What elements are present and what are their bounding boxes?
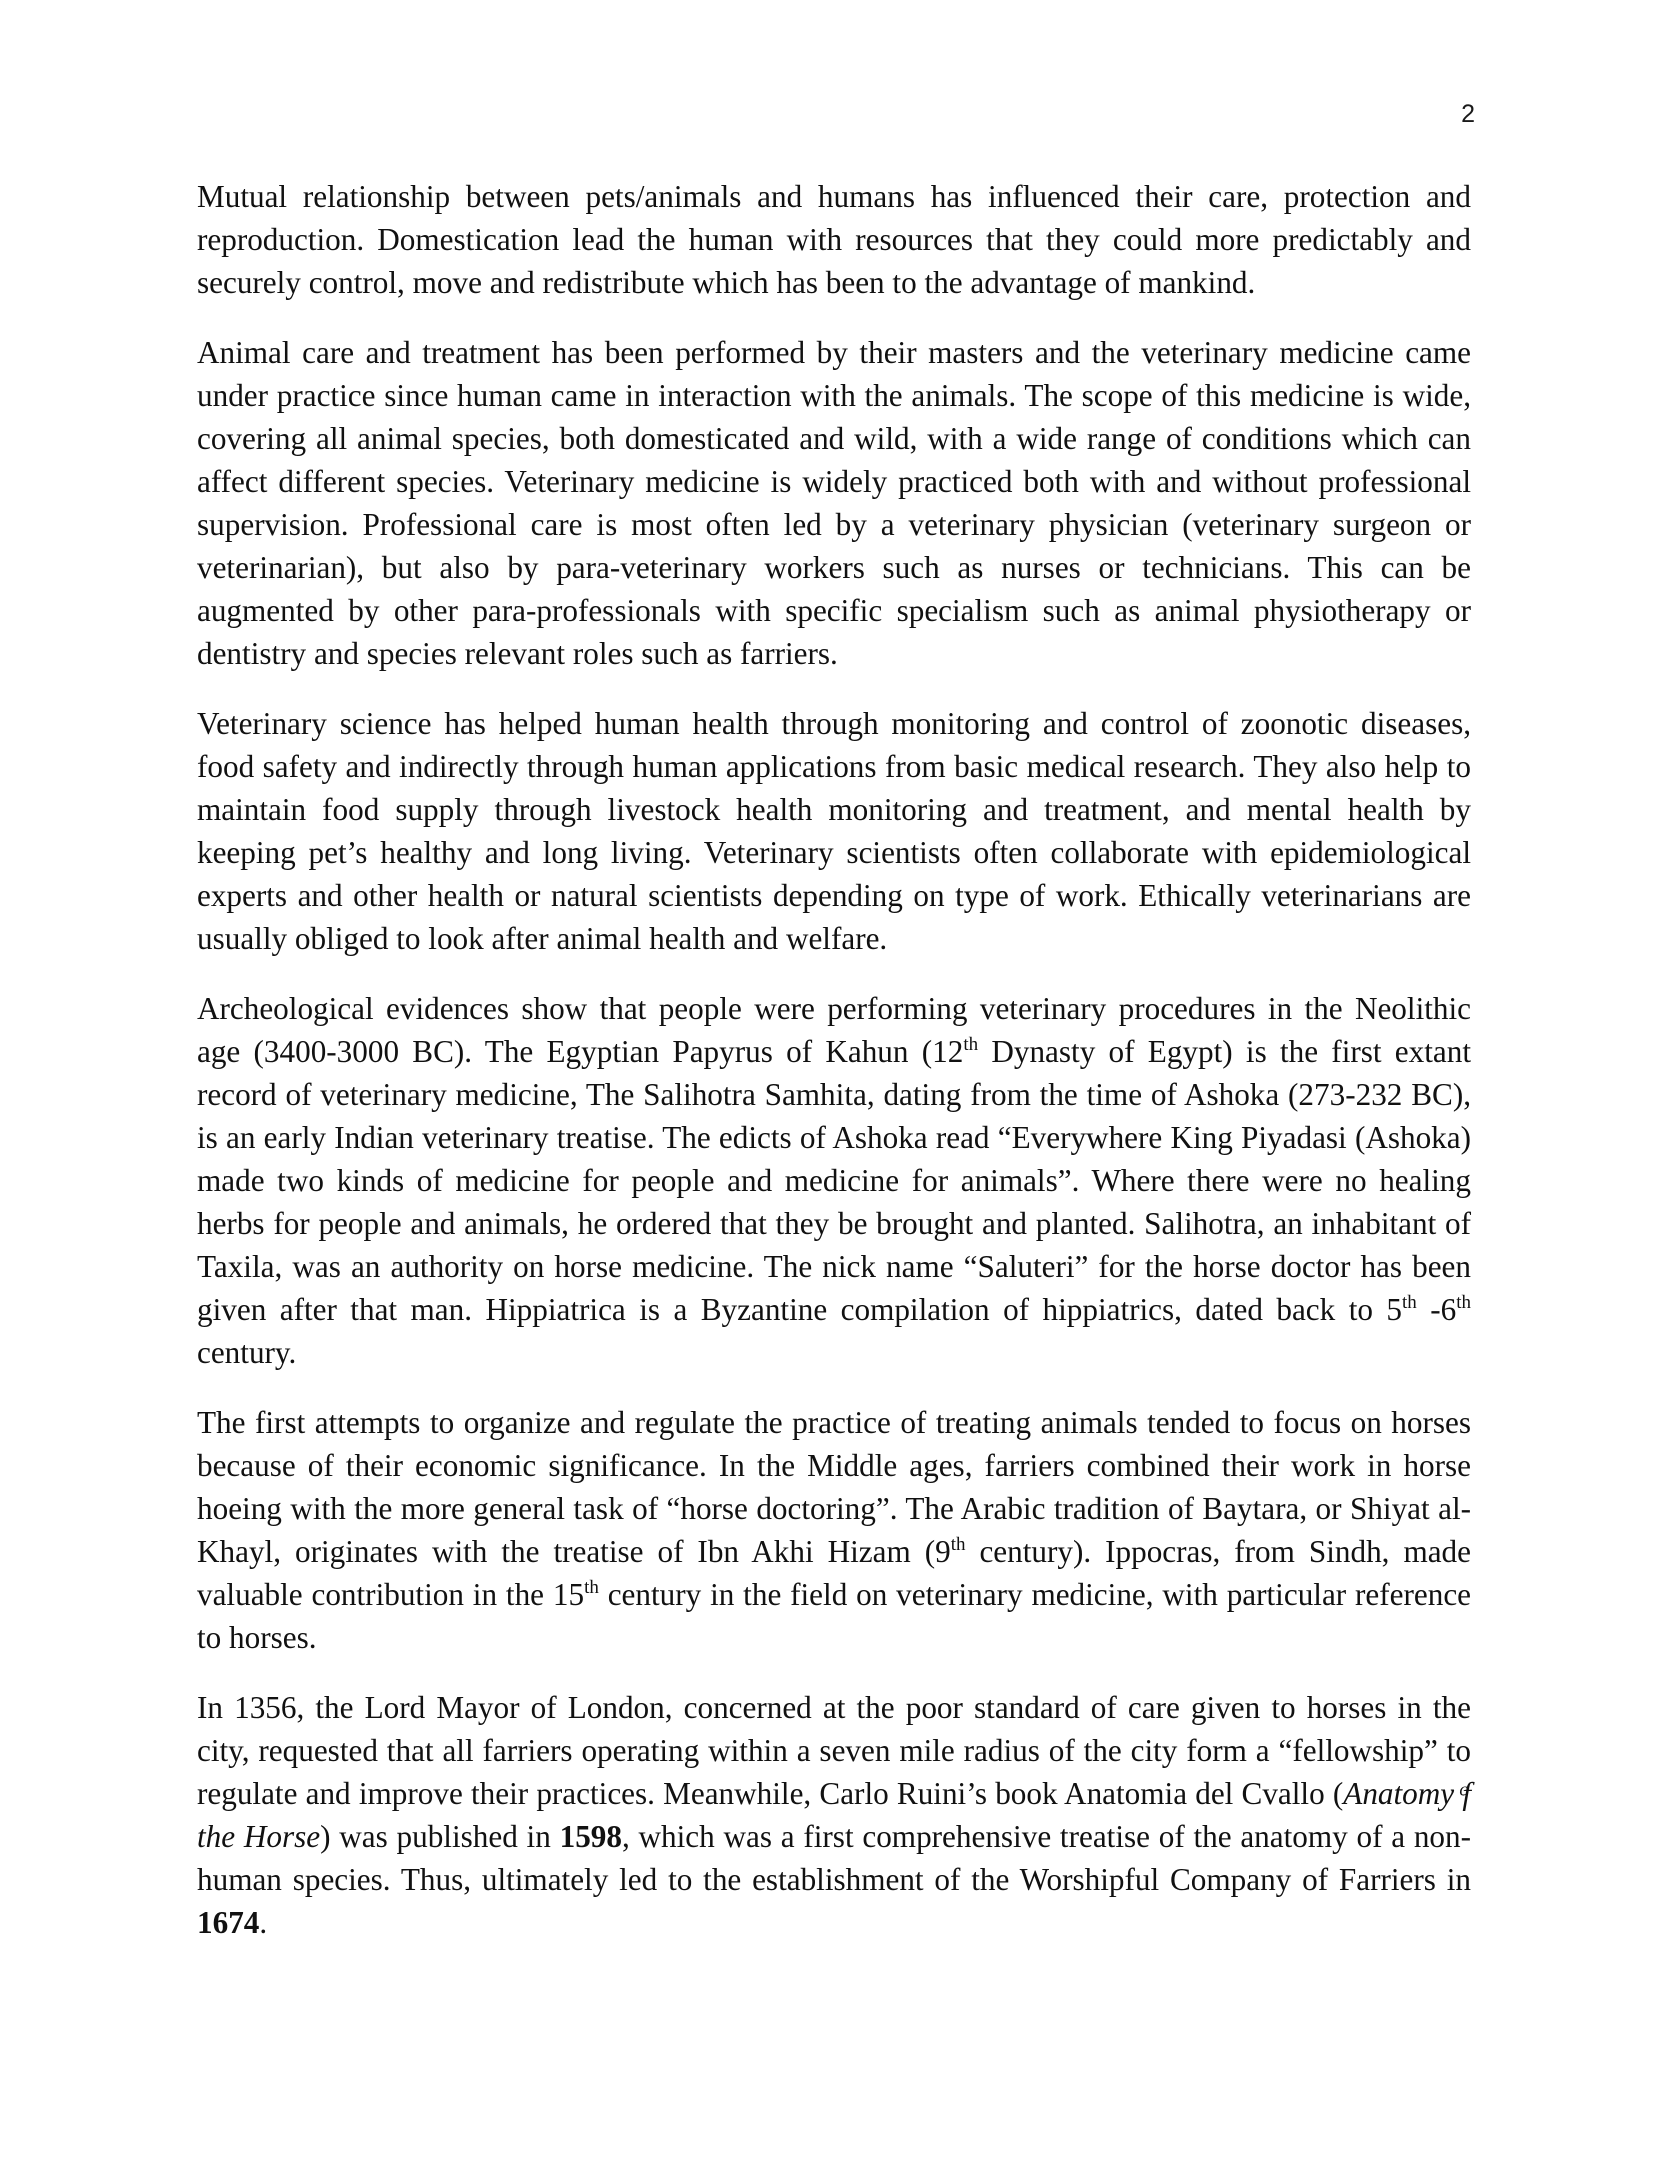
paragraph-london-farriers: [197, 1686, 1471, 1944]
document-body: [197, 175, 1471, 1971]
text-segment: -6: [1416, 1292, 1457, 1327]
superscript: th: [1456, 1292, 1472, 1313]
text-segment: century in the field on veterinary medicine, with particular reference to horses.: [197, 1577, 1471, 1655]
text-segment: Archeological evidences show that people were performing veterinary procedures in the Neolithic age (3400-3000 BC). The Egyptian Papyrus of Kahun (12: [197, 991, 1471, 1069]
year-bold: 1598: [559, 1819, 622, 1854]
superscript: th: [963, 1034, 979, 1055]
text-segment: The first attempts to organize and regulate the practice of treating animals tended to focus on horses because of their economic significance. In the Middle ages, farriers combined their work in horse hoeing with the more general task of “horse doctoring”. The Arabic tradition of Baytara, or Shiyat al-Khayl, originates with the treatise of Ibn Akhi Hizam (9: [197, 1405, 1471, 1569]
text-segment: century.: [197, 1335, 297, 1370]
superscript: th: [1402, 1292, 1417, 1313]
text-segment: In 1356, the Lord Mayor of London, concerned at the poor standard of care given to horses in the city, requested that all farriers operating within a seven mile radius of the city form a “fellowship” to regulate and improve their practices. Meanwhile, Carlo Ruini’s book Anatomia del Cvallo (: [197, 1690, 1471, 1811]
text-segment: .: [259, 1905, 268, 1940]
paragraph-veterinary-science: Veterinary science has helped human health through monitoring and control of zoonotic diseases, food safety and indirectly through human applications from basic medical research. They also help to maintain food supply through livestock health monitoring and treatment, and mental health by keeping pet’s healthy and long living. Veterinary scientists often collaborate with epidemiological experts and other health or natural scientists depending on type of work. Ethically veterinarians are usually obliged to look after animal health and welfare.: [197, 706, 1471, 956]
text-segment: ) was published in: [320, 1819, 560, 1854]
superscript: th: [950, 1534, 966, 1555]
year-bold: 1674: [197, 1905, 260, 1940]
paragraph-archeological-history: [197, 987, 1471, 1374]
superscript: th: [584, 1577, 599, 1598]
paragraph-domestication: Mutual relationship between pets/animals and humans has influenced their care, protection and reproduction. Domestication lead the human with resources that they could more predictably and securely control, move and redistribute which has been to the advantage of mankind.: [197, 179, 1471, 300]
paragraph-horse-regulation: [197, 1401, 1471, 1659]
text-segment: Dynasty of Egypt) is the first extant record of veterinary medicine, The Salihotra Samhita, dating from the time of Ashoka (273-232 BC), is an early Indian veterinary treatise. The edicts of Ashoka read “Everywhere King Piyadasi (Ashoka) made two kinds of medicine for people and medicine for animals”. Where there were no healing herbs for people and animals, he ordered that they be brought and planted. Salihotra, an inhabitant of Taxila, was an authority on horse medicine. The nick name “Saluteri” for the horse doctor has been given after that man. Hippiatrica is a Byzantine compilation of hippiatrics, dated back to 5: [197, 1034, 1471, 1327]
paragraph-animal-care: Animal care and treatment has been performed by their masters and the veterinary medicine came under practice since human came in interaction with the animals. The scope of this medicine is wide, covering all animal species, both domesticated and wild, with a wide range of conditions which can affect different species. Veterinary medicine is widely practiced both with and without professional supervision. Professional care is most often led by a veterinary physician (veterinary surgeon or veterinarian), but also by para-veterinary workers such as nurses or technicians. This can be augmented by other para-professionals with specific specialism such as animal physiotherapy or dentistry and species relevant roles such as farriers.: [197, 335, 1471, 671]
text-segment: , which was a first comprehensive treatise of the anatomy of a non-human species. Thus, ultimately led to the establishment of the Worshipful Company of Farriers in: [197, 1819, 1471, 1897]
page-number: 2: [1461, 100, 1475, 128]
text-segment: century). Ippocras, from Sindh, made valuable contribution in the 15: [197, 1534, 1471, 1612]
book-title-italic: Anatomy ͨf the Horse: [197, 1776, 1472, 1854]
